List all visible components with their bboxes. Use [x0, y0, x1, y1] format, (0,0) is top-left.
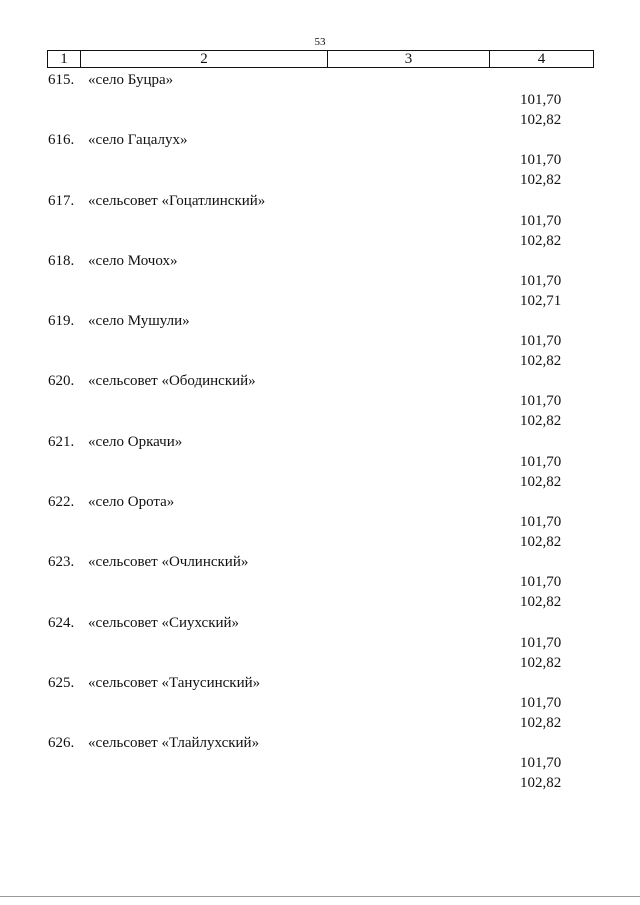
row-number: 615.	[48, 72, 75, 88]
row-number: 621.	[48, 433, 75, 450]
period-value: 102,82	[520, 473, 562, 490]
column-header-2: 2	[81, 51, 328, 67]
municipality-name: «сельсовет «Гоцатлинский»	[88, 192, 266, 209]
table-row	[0, 733, 640, 793]
period-value: 101,70	[520, 634, 562, 651]
period-value: 101,70	[520, 333, 562, 350]
period-value: 101,70	[520, 272, 562, 289]
period-value: 102,82	[520, 232, 562, 249]
row-number: 624.	[48, 614, 75, 631]
period-value: 102,82	[520, 594, 562, 611]
period-value: 102,82	[520, 112, 562, 128]
table-row	[0, 251, 640, 311]
period-value: 101,70	[520, 755, 562, 772]
period-value: 101,70	[520, 212, 562, 229]
period-value: 101,70	[520, 694, 562, 711]
period-value: 101,70	[520, 574, 562, 591]
column-header-4: 4	[537, 51, 546, 67]
municipality-name: «сельсовет «Тлайлухский»	[88, 735, 260, 752]
table-row	[0, 191, 640, 251]
row-number: 622.	[48, 494, 75, 511]
period-value: 102,82	[520, 714, 562, 731]
page-bottom-divider	[0, 896, 640, 897]
municipality-name: «сельсовет «Сиухский»	[88, 614, 240, 631]
period-value: 101,70	[520, 453, 562, 470]
table-row	[0, 371, 640, 431]
municipality-name: «село Оркачи»	[88, 433, 183, 450]
page-number: 53	[314, 36, 326, 48]
municipality-name: «сельсовет «Танусинский»	[88, 674, 261, 691]
row-number: 625.	[48, 674, 75, 691]
municipality-name: «село Орота»	[88, 494, 175, 511]
municipality-name: «сельсовет «Ободинский»	[88, 373, 256, 390]
period-value: 102,82	[520, 534, 562, 551]
table-row	[0, 613, 640, 673]
table-row	[0, 673, 640, 733]
period-value: 102,71	[520, 292, 562, 309]
table-row	[0, 70, 640, 130]
municipality-name: «село Мушули»	[88, 313, 190, 330]
period-value: 102,82	[520, 353, 562, 370]
table-row	[0, 492, 640, 552]
row-number: 619.	[48, 313, 75, 330]
municipality-name: «село Мочох»	[88, 252, 178, 269]
row-number: 620.	[48, 373, 75, 390]
row-number: 616.	[48, 132, 75, 149]
municipality-name: «село Буцра»	[88, 72, 174, 88]
period-value: 102,82	[520, 775, 562, 792]
period-value: 101,70	[520, 393, 562, 410]
period-value: 101,70	[520, 92, 562, 108]
row-number: 617.	[48, 192, 75, 209]
table-row	[0, 432, 640, 492]
period-value: 102,82	[520, 172, 562, 189]
table-header	[47, 50, 594, 68]
row-number: 626.	[48, 735, 75, 752]
column-header-1: 1	[48, 51, 81, 67]
period-value: 101,70	[520, 514, 562, 531]
period-value: 102,82	[520, 654, 562, 671]
table-body	[0, 70, 640, 794]
period-value: 102,82	[520, 413, 562, 430]
row-number: 618.	[48, 252, 75, 269]
table-row	[0, 130, 640, 190]
row-number: 623.	[48, 554, 75, 571]
municipality-name: «село Гацалух»	[88, 132, 188, 149]
period-value: 101,70	[520, 152, 562, 169]
table-row	[0, 311, 640, 371]
municipality-name: «сельсовет «Очлинский»	[88, 554, 249, 571]
column-header-3: 3	[328, 51, 490, 67]
table-row	[0, 552, 640, 612]
